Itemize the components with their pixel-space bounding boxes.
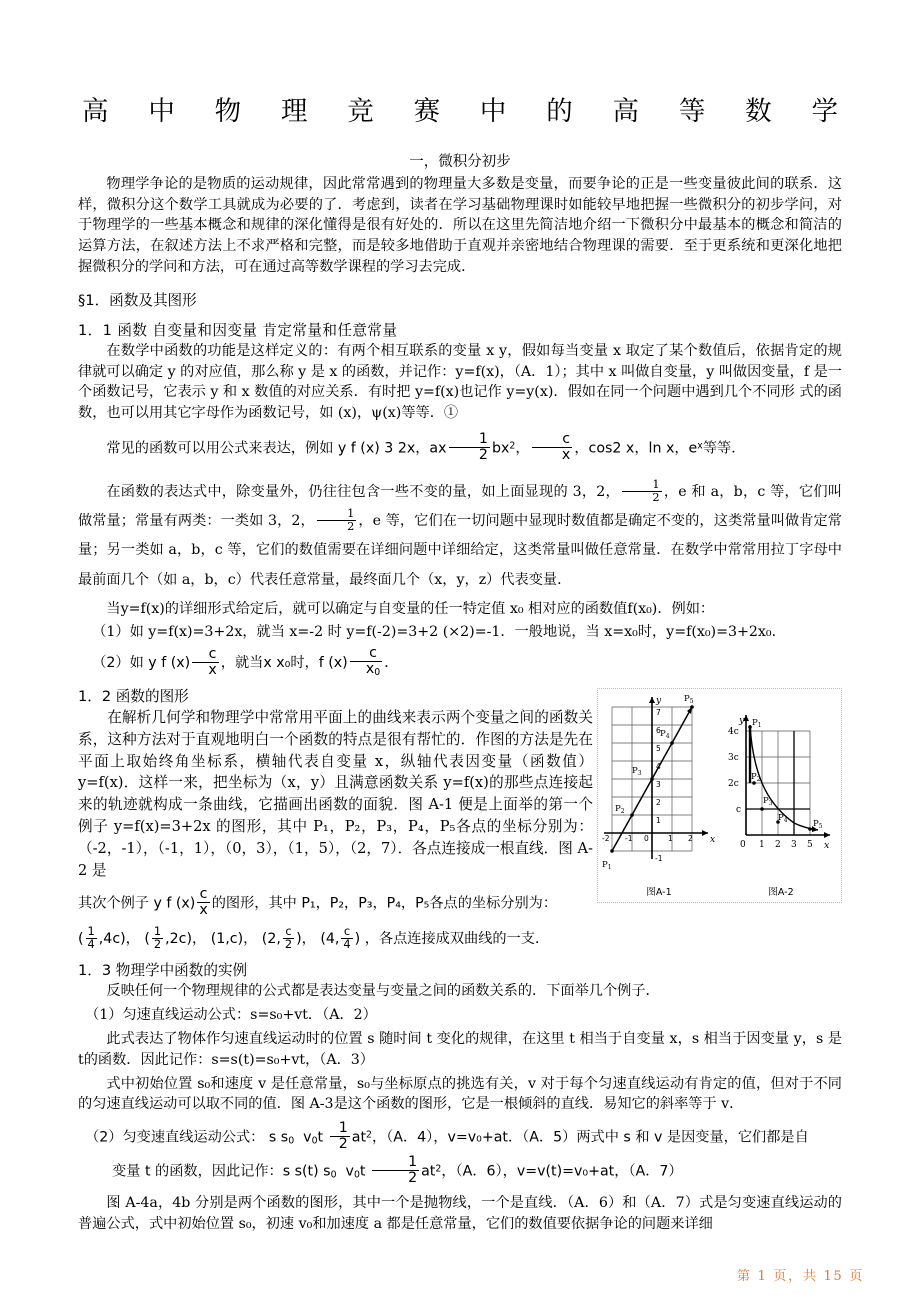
svg-text:2c: 2c <box>728 779 739 789</box>
fraction-c-over-x-3: $\frac{c}{x}$ <box>199 885 208 918</box>
section-1-2-paragraph-2 <box>78 885 593 919</box>
svg-text:6: 6 <box>656 726 661 735</box>
figure-container <box>597 688 842 903</box>
title-char: 的 <box>546 96 573 127</box>
svg-text:1: 1 <box>759 840 765 850</box>
title-char: 物 <box>214 96 242 127</box>
figure-a-1-caption: 图A-1 <box>646 887 672 898</box>
fraction-c-over-x0: $\frac{c}{x_0}$ <box>350 646 383 678</box>
figure-a-2-caption: 图A-2 <box>768 887 794 898</box>
x-axis-arrow <box>702 830 708 836</box>
svg-text:4c: 4c <box>728 727 739 737</box>
svg-text:3: 3 <box>791 840 797 850</box>
para2-part-a: 在函数的表达式中，除变量外，仍往往包含一些不变的量，如上面显现的 3，2， <box>106 484 620 501</box>
svg-text:5: 5 <box>656 744 661 753</box>
chapter-subtitle: 一，微积分初步 <box>409 153 511 170</box>
svg-text:-1: -1 <box>655 854 663 863</box>
section-heading-1-1: 1．1 函数 自变量和因变量 肯定常量和任意常量 <box>78 321 398 339</box>
section-1-1-paragraph-2 <box>78 478 842 594</box>
page-title <box>78 98 842 126</box>
svg-text:P2: $P_2$ <box>751 772 761 783</box>
inline-fraction-half-1: $\frac{1}{2}$ <box>622 479 662 504</box>
title-char: 理 <box>280 96 308 127</box>
coords-tail-text: ，各点连接成双曲线的一支． <box>364 931 550 948</box>
svg-text:P3: $P_3$ <box>632 766 642 777</box>
formula-lead-text: 常见的函数可以用公式来表达，例如 y f (x) 3 2x，ax <box>106 440 447 457</box>
svg-text:-1: -1 <box>625 834 633 843</box>
formula-end-text: 等等． <box>702 440 746 457</box>
section-heading-1-2: 1．2 函数的图形 <box>78 687 189 705</box>
item2-part-a: （2）如 y f (x) <box>92 655 191 672</box>
title-char: 高 <box>82 96 109 127</box>
svg-text:3c: 3c <box>728 753 739 763</box>
svg-text:3: 3 <box>656 780 661 789</box>
svg-text:4: 4 <box>656 762 661 771</box>
svg-text:2: 2 <box>656 798 661 807</box>
hyperbola-coordinates: ( $\frac{1}{4}$ ,4c)， ( $\frac{1}{2}$ ,2c)， (1,c)， (2, $\frac{c}{2}$ )， (4, $\frac{c}{4}$ ) ，各点连接成双曲线的一支． <box>78 924 550 951</box>
chart-a-1-svg <box>598 689 720 884</box>
svg-text:x: x <box>710 835 716 845</box>
section-1-3-paragraph-4: 图 A-4a，4b 分别是两个函数的图形，其中一个是抛物线，一个是直线．（A．6）和（A．7）式是匀变速直线运动的普遍公式，式中初始位置 s₀，初速 v₀和加速度 a 都是任意常量，它们的数值要依据争论的问题来详细 <box>78 1194 842 1232</box>
p2-part-b: 的图形，其中 P₁，P₂，P₃，P₄，P₅各点的坐标分别为： <box>211 895 558 912</box>
svg-text:2: 2 <box>775 840 781 850</box>
section-heading-1: §1．函数及其图形 <box>78 291 197 309</box>
physics-formula-item-1: （1）匀速直线运动公式：s=s₀+vt．（A．2） <box>85 1007 377 1024</box>
y-tick-labels <box>728 727 741 815</box>
svg-text:0: 0 <box>740 840 746 850</box>
section-1-1-paragraph-3: 当y=f(x)的详细形式给定后，就可以确定与自变量的任一特定值 x₀ 相对应的函数值f(x₀)．例如： <box>106 600 715 617</box>
section-1-1-paragraph-1: 在数学中函数的功能是这样定义的：有两个相互联系的变量 x y，假如每当变量 x 取定了某个数值后，依据肯定的规律就可以确定 y 的对应值，那么称 y 是 x 的函数，并记作：y=f(x)，（A．1）；其中 x 叫做自变量，y 叫做因变量，f 是一个函数记号，它表示 y 和 x 数值的对应关系．有时把 y=f(x)也记作 y=y(x)．假如在同一个问题中遇到几个不同形 式的函数，也可以用其它字母作为函数记号，如 (x)，ψ(x)等等．① <box>78 342 842 422</box>
intro-paragraph: 物理学争论的是物质的运动规律，因此常常遇到的物理量大多数是变量，而要争论的正是一些变量彼此间的联系．这样，微积分这个数学工具就成为必要的了．考虑到，读者在学习基础物理课时如能较早地把握一些微积分的初步学问，对于物理学的一些基本概念和规律的深化懂得是很有好处的．所以在这里先简洁地介绍一下微积分中最基本的概念和简洁的运算方法，在叙述方法上不求严格和完整，而是较多地借助于直观并亲密地结合物理课的需要．至于更系统和更深化地把握微积分的学问和方法，可在通过高等数学课程的学习去完成． <box>78 175 842 275</box>
svg-text:P3: $P_3$ <box>763 796 773 807</box>
figure-a-1 <box>598 689 720 902</box>
svg-text:P1: $P_1$ <box>752 718 762 729</box>
item2c-part-c: 变量 t 的函数，因此记作：s s(t) s <box>112 1163 331 1180</box>
page-footer: 第 1 页，共 15 页 <box>736 1269 864 1284</box>
title-char: 中 <box>148 96 175 127</box>
svg-text:P4: $P_4$ <box>660 729 670 740</box>
section-1-3-paragraph-2: 此式表达了物体作匀速直线运动时的位置 s 随时间 t 变化的规律，在这里 t 相当于自变量 x，s 相当于因变量 y，s 是 t的函数．因此记作：s=s(t)=s₀+vt，（A．3） <box>78 1031 842 1068</box>
title-char: 中 <box>479 96 507 127</box>
svg-text:-2: -2 <box>602 834 610 843</box>
x-tick-labels <box>602 834 693 843</box>
section-1-2-paragraph-1: 在解析几何学和物理学中常常用平面上的曲线来表示两个变量之间的函数关系，这种方法对于直观地明白一个函数的特点是很有帮忙的．作图的方法是先在平面上取始终角坐标系，横轴代表自变量 x，纵轴代表因变量（函数值）y=f(x)．这样一来，把坐标为（x，y）且满意函数关系 y=f(x)的那些点连接起来的轨迹就构成一条曲线，它描画出函数的面貌．图 A-1 便是上面举的第一个例子 y=f(x)=3+2x 的图形，其中 P₁，P₂，P₃，P₄，P₅各点的坐标分别为：（-2，-1），（-1，1），（0，3），（1，5），（2，7）．各点连接成一根直线．图 A-2 是 <box>78 708 593 880</box>
para2-part-c: ，e 等，它们在一切问题中显现时数值都是确定不变的，这类常量叫做肯定常量；另一类如 a，b，c 等，它们的数值需要在详细问题中详细给定，这类常量叫做任意常量．在数学中常常用拉丁字母中最前面几个（如 a，b，c）代表任意常量，最终面几个（x，y，z）代表变量． <box>78 513 842 588</box>
fraction-c-over-x: $\frac{c}{x}$ <box>532 432 573 463</box>
section-1-3-paragraph-1: 反映任何一个物理规律的公式都是表达变量与变量之间的函数关系的．下面举几个例子． <box>106 983 660 1000</box>
svg-text:1: 1 <box>668 834 673 843</box>
svg-text:P1: $P_1$ <box>602 860 612 871</box>
svg-text:c: c <box>736 805 742 815</box>
para2-part-b: ，e 和 a，b，c 等，它们叫做常量；常量有两类：一类如 3，2， <box>78 484 842 530</box>
svg-text:5: 5 <box>807 840 813 850</box>
item2-part-b: ，就当x x₀时，f (x) <box>220 655 348 672</box>
fraction-c-over-x-2: $\frac{c}{x}$ <box>192 647 219 678</box>
y-axis-arrow <box>649 697 655 703</box>
physics-formula-item-2: （2）匀变速直线运动公式： s $s_0$ $v_0t$ $\frac{1}{2}$ $at^2$，（A．4），v=v₀+at．（A．5）两式中 s 和 v 是因变量，它们都是自 <box>85 1120 809 1152</box>
svg-text:0: 0 <box>644 834 649 843</box>
item2c-part-d: ，（A．6），v=v(t)=v₀+at，（A．7） <box>441 1163 683 1180</box>
example-item-1: （1）如 y=f(x)=3+2x，就当 x=-2 时 y=f(-2)=3+2 (×2)=-1．一般地说，当 x=x₀时，y=f(x₀)=3+2x₀． <box>92 624 786 641</box>
svg-text:P5: $P_5$ <box>684 694 694 705</box>
formula-tail-text: ，cos2 x，ln x，e <box>574 440 698 457</box>
page-content <box>78 0 842 1234</box>
formula-common-functions: 常见的函数可以用公式来表达，例如 y f (x) 3 2x，ax $\frac{1}{2}$ $bx^2$， $\frac{c}{x}$ ，cos2 x，ln x，$e^x$等等． <box>106 430 746 463</box>
svg-text:y: y <box>656 696 662 706</box>
item2-part-c: ． <box>384 655 399 672</box>
fraction-one-half-5: $\frac{1}{2}$ <box>372 1155 419 1186</box>
fraction-one-quarter: $\frac{1}{4}$ <box>87 924 95 951</box>
title-char: 高 <box>612 96 639 127</box>
fraction-c-over-4: $\frac{c}{4}$ <box>343 924 351 951</box>
svg-text:x: x <box>824 840 830 851</box>
fraction-c-over-2: $\frac{c}{2}$ <box>284 924 293 951</box>
section-1-3-paragraph-3: 式中初始位置 s₀和速度 v 是任意常量，s₀与坐标原点的挑选有关，v 对于每个匀速直线运动有肯定的值，但对于不同的匀速直线运动可以取不同的值．图 A-3是这个函数的图形，它是一根倾斜的直线．易知它的斜率等于 v． <box>78 1075 842 1113</box>
svg-text:P4: $P_4$ <box>778 813 788 824</box>
section-heading-1-3: 1．3 物理学中函数的实例 <box>78 962 248 980</box>
figure-a-2 <box>720 689 842 902</box>
svg-text:P5: $P_5$ <box>813 819 823 830</box>
fraction-one-half-3: $\frac{1}{2}$ <box>153 924 162 951</box>
fraction-one-half-4: $\frac{1}{2}$ <box>330 1121 350 1152</box>
p2-part-a: 其次个例子 y f (x) <box>78 895 196 912</box>
fraction-one-half: $\frac{1}{2}$ <box>449 432 490 463</box>
inline-fraction-half-2: $\frac{1}{2}$ <box>317 508 357 533</box>
svg-text:7: 7 <box>656 708 661 717</box>
svg-text:2: 2 <box>688 834 693 843</box>
title-char: 竞 <box>347 96 374 127</box>
title-char: 学 <box>811 96 838 127</box>
svg-text:P2: $P_2$ <box>615 804 625 815</box>
physics-formula-item-3: 变量 t 的函数，因此记作：s s(t) $s_0$ $v_0t$ $\frac{1}{2}$ $at^2$，（A．6），v=v(t)=v₀+at，（A．7） <box>112 1154 683 1186</box>
title-char: 赛 <box>413 96 441 127</box>
item2b-part-b: ，（A．4），v=v₀+at．（A．5）两式中 s 和 v 是因变量，它们都是自 <box>371 1129 809 1146</box>
item2b-part-a: （2）匀变速直线运动公式： s s <box>85 1129 289 1146</box>
x-tick-labels <box>740 840 813 850</box>
example-item-2 <box>78 647 842 679</box>
title-char: 数 <box>745 96 772 127</box>
svg-text:1: 1 <box>656 816 661 825</box>
chart-a-2-svg <box>720 689 842 884</box>
x-axis-arrow <box>824 832 830 838</box>
title-char: 等 <box>678 96 706 127</box>
svg-text:y: y <box>739 715 745 726</box>
